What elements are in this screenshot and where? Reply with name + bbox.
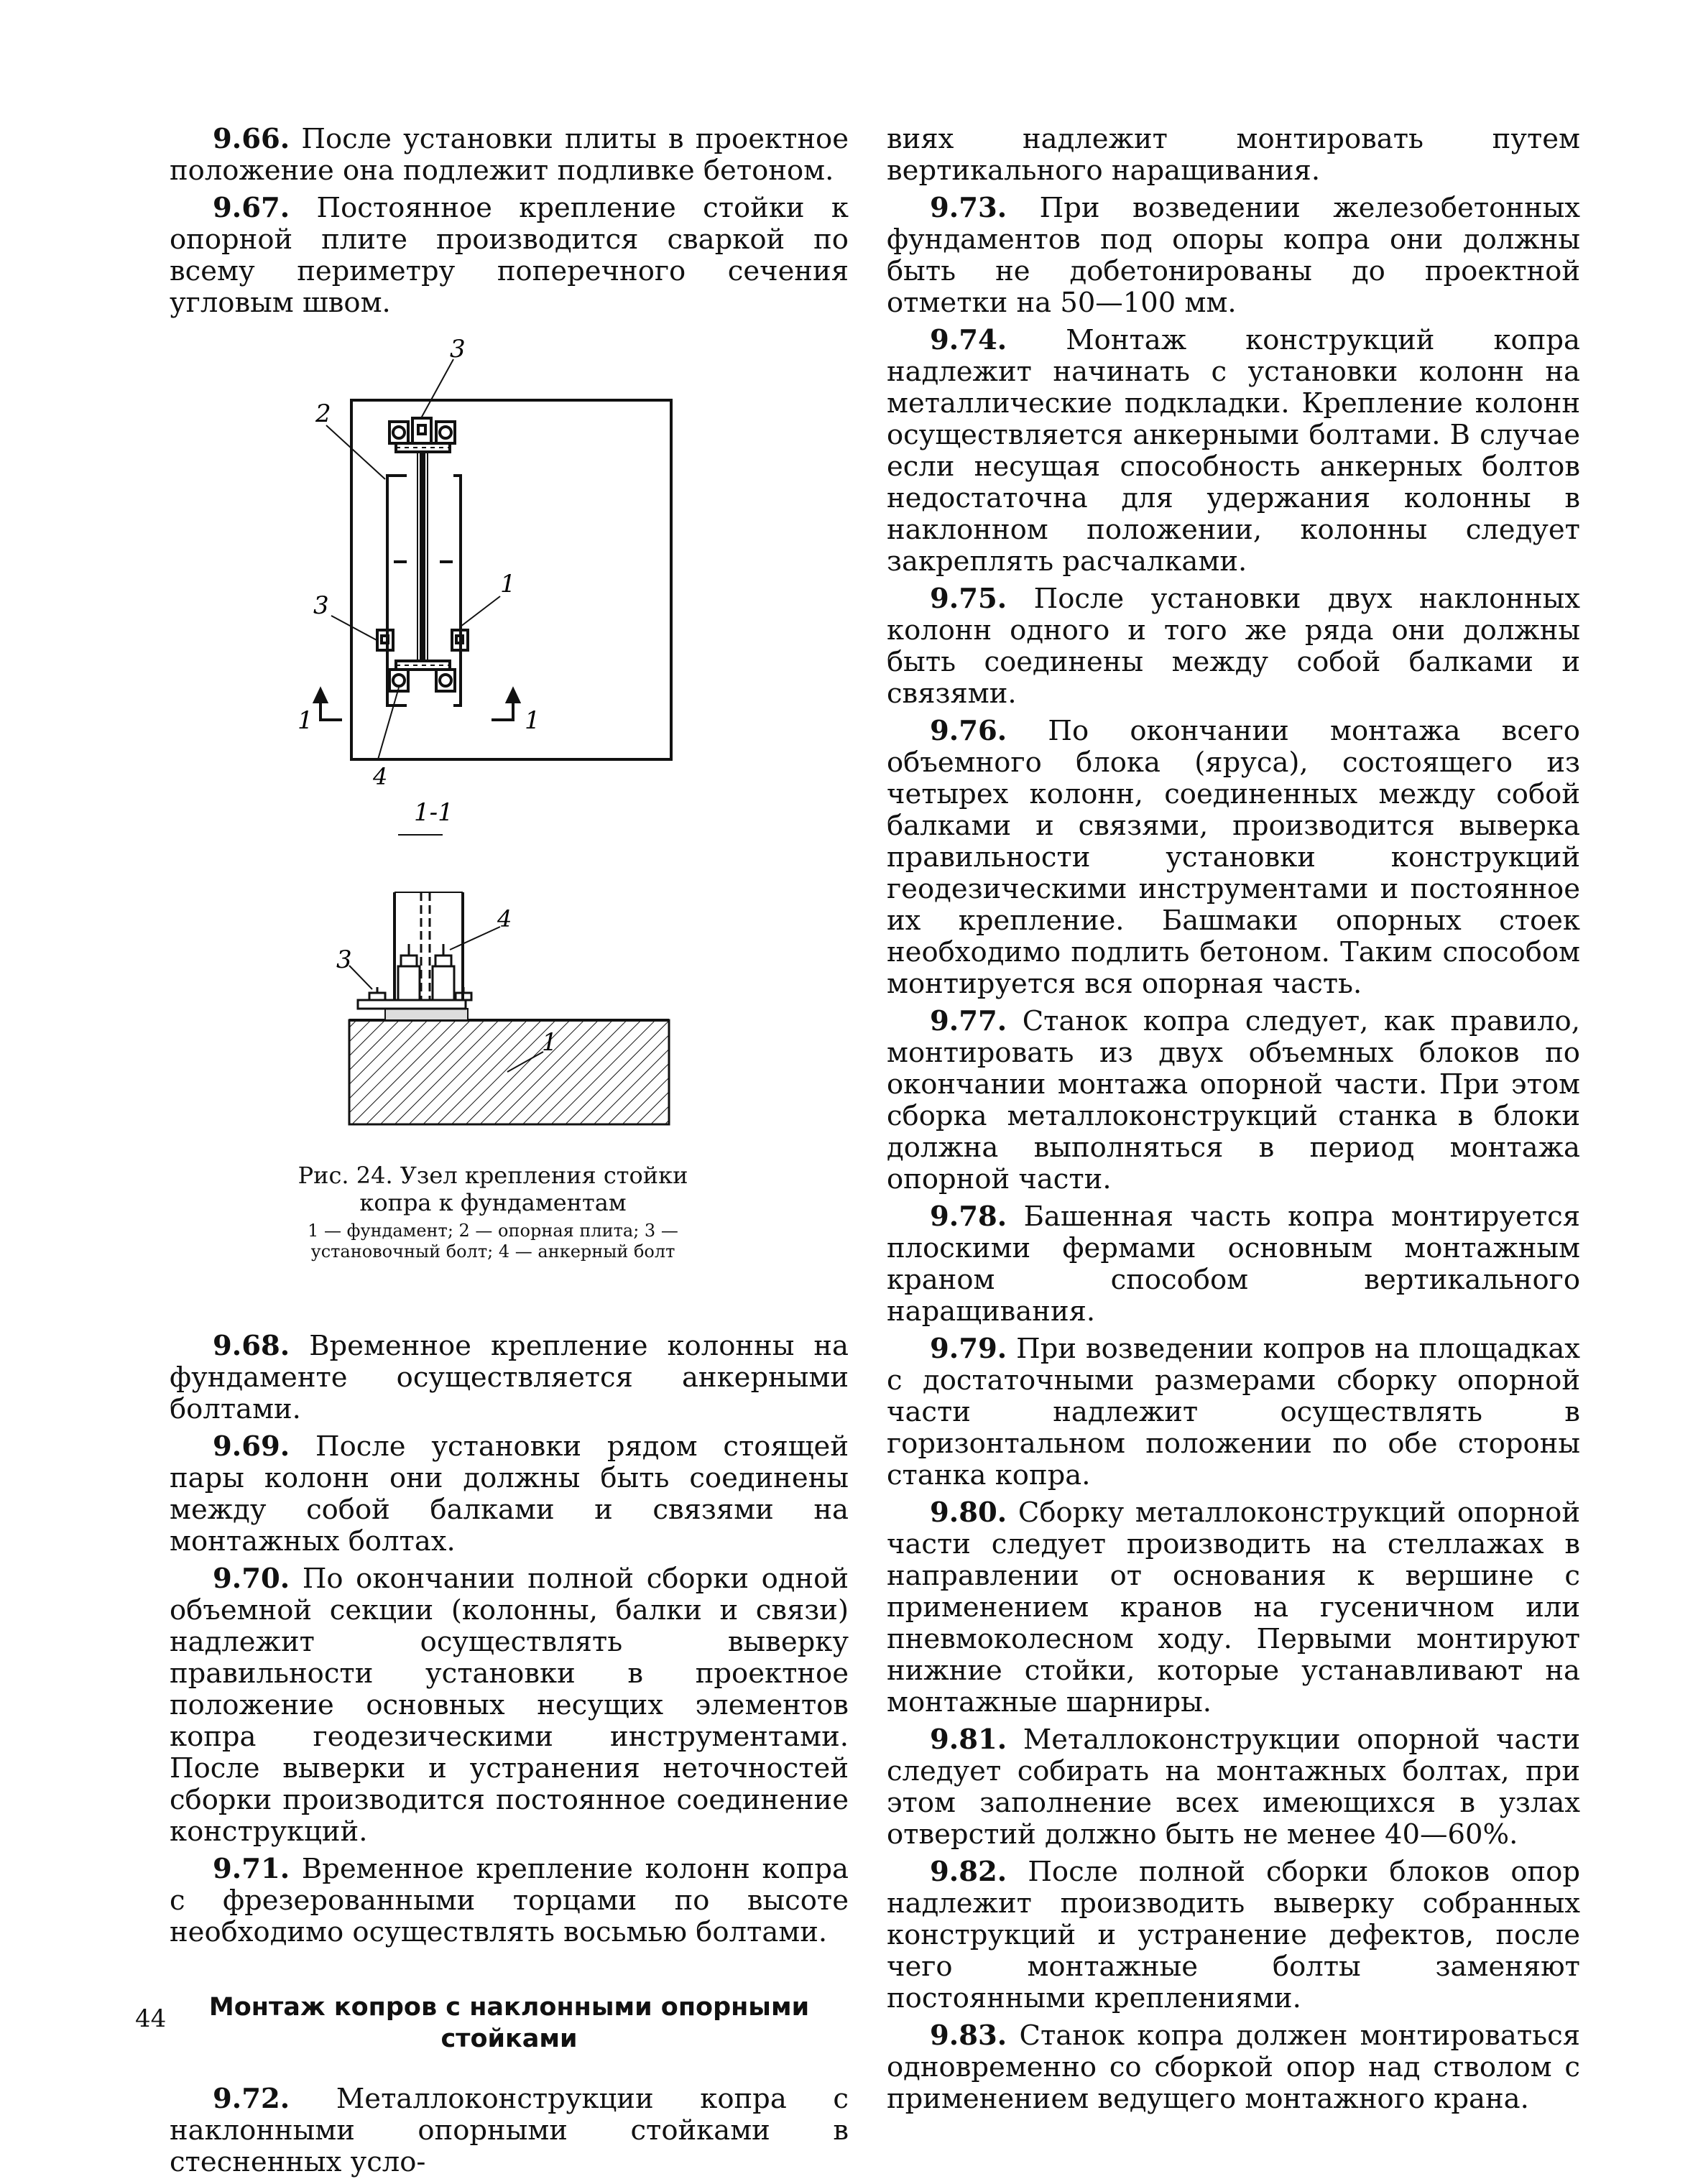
left-column [170, 124, 849, 2184]
label-2: 2 [315, 399, 331, 428]
label-section-1-1: 1-1 [414, 798, 453, 827]
paragraph-9-76: 9.76. По окончании монтажа всего объемного блока (яруса), состоящего из четырех колонн, соединенных между собой балками и связями, производится выверка правильности установки конструкций геодезическими инструментами и постоянное их крепление. Башмаки опорных стоек необходимо подлить бетоном. Таким способом монтируется вся опорная часть. [887, 715, 1580, 1000]
paragraph-9-80: 9.80. Сборку металлоконструкций опорной части следует производить на стеллажах в направлении от основания к вершине с применением кранов на гусеничном или пневмоколесном ходу. Первыми монтируют нижние стойки, которые устанавливают на монтажные шарниры. [887, 1496, 1580, 1718]
foundation-section [349, 1020, 669, 1124]
right-column [887, 124, 1580, 2121]
paragraph-9-66: 9.66. После установки плиты в проектное положение она подлежит подливке бетоном. [170, 123, 849, 187]
figure-caption [270, 1162, 716, 1262]
label-3-top: 3 [450, 335, 466, 364]
page-number: 44 [135, 2004, 167, 2033]
paragraph-9-72: 9.72. Металлоконструкции копра с наклонными опорными стойками в стесненных усло- [170, 2083, 849, 2178]
paragraph-9-72-continued: виях надлежит монтировать путем вертикального наращивания. [887, 123, 1580, 187]
base-plate [358, 1000, 466, 1009]
figure-24-drawing [170, 325, 849, 1158]
paragraph-9-73: 9.73. При возведении железобетонных фундаментов под опоры копра они должны быть не добетонированы до проектной отметки на 50—100 мм. [887, 192, 1580, 319]
label-3-left: 3 [313, 591, 329, 620]
label-4: 4 [373, 763, 388, 790]
label-4-section: 4 [497, 905, 512, 933]
support-plate-outline [387, 476, 402, 580]
anchor-bolts-section [398, 944, 454, 1000]
section-heading: Монтаж копров с наклонными опорными стойками [208, 1993, 810, 2053]
figure-caption-title: Рис. 24. Узел крепления стойки копра к фундаментам [297, 1162, 688, 1216]
paragraph-9-70: 9.70. По окончании полной сборки одной объемной секции (колонны, балки и связи) надлежит осуществлять выверку правильности установки в проектное положение основных несущих элементов копра геодезическими инструментами. После выверки и устранения неточностей сборки производится постоянное соединение конструкций. [170, 1563, 849, 1848]
label-1-section-right: 1 [525, 706, 540, 735]
paragraph-9-75: 9.75. После установки двух наклонных колонн одного и того же ряда они должны быть соединены между собой балками и связями. [887, 583, 1580, 710]
label-1-section: 1 [542, 1028, 558, 1057]
paragraph-9-67: 9.67. Постоянное крепление стойки к опорной плите производится сваркой по всему периметру поперечного сечения угловым швом. [170, 192, 849, 319]
paragraph-9-83: 9.83. Станок копра должен монтироваться одновременно со сборкой опор над стволом с применением ведущего монтажного крана. [887, 2019, 1580, 2115]
paragraph-9-68: 9.68. Временное крепление колонны на фундаменте осуществляется анкерными болтами. [170, 1330, 849, 1425]
paragraph-9-77: 9.77. Станок копра следует, как правило, монтировать из двух объемных блоков по окончании монтажа опорной части. При этом сборка металлоконструкций станка в блоки должна выполняться в период монтажа опорной части. [887, 1005, 1580, 1195]
paragraph-9-81: 9.81. Металлоконструкции опорной части следует собирать на монтажных болтах, при этом заполнение всех имеющихся в узлах отверстий должно быть не менее 40—60%. [887, 1723, 1580, 1851]
paragraph-9-71: 9.71. Временное крепление колонн копра с фрезерованными торцами по высоте необходимо осуществлять восьмью болтами. [170, 1853, 849, 1948]
grout-layer [385, 1009, 468, 1020]
figure-24 [170, 325, 849, 1331]
paragraph-9-82: 9.82. После полной сборки блоков опор надлежит производить выверку собранных конструкций и устранение дефектов, после чего монтажные болты заменяют постоянными креплениями. [887, 1856, 1580, 2014]
figure-caption-legend: 1 — фундамент; 2 — опорная плита; 3 — установочный болт; 4 — анкерный болт [308, 1221, 678, 1262]
paragraph-9-79: 9.79. При возведении копров на площадках с достаточными размерами сборку опорной части надлежит осуществлять в горизонтальном положении по обе стороны станка копра. [887, 1333, 1580, 1491]
label-3-section: 3 [336, 945, 352, 974]
label-1-right: 1 [500, 570, 516, 598]
paragraph-9-74: 9.74. Монтаж конструкций копра надлежит начинать с установки колонн на металлические подкладки. Крепление колонн осуществляется анкерными болтами. В случае если несущая способность анкерных болтов недостаточна для удержания колонны в наклонном положении, колонны следует закреплять расчалками. [887, 324, 1580, 578]
label-1-section-left: 1 [297, 706, 313, 735]
paragraph-9-78: 9.78. Башенная часть копра монтируется плоскими фермами основным монтажным краном способом вертикального наращивания. [887, 1200, 1580, 1328]
paragraph-9-69: 9.69. После установки рядом стоящей пары колонн они должны быть соединены между собой балками и связями на монтажных болтах. [170, 1430, 849, 1558]
anchor-bolts-top [389, 418, 455, 443]
